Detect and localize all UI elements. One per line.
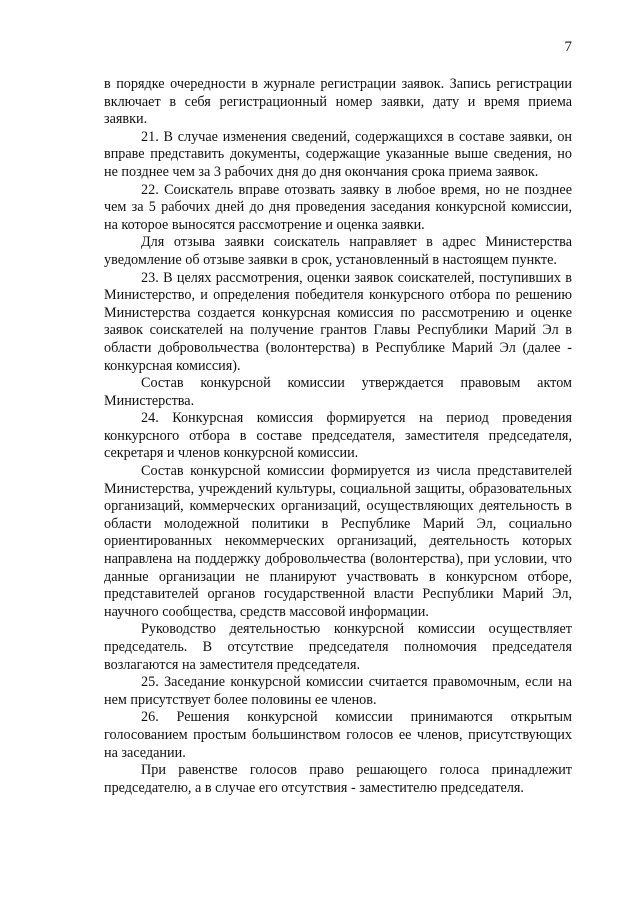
paragraph-23-composition: Состав конкурсной комиссии утверждается правовым актом Министерства.	[104, 375, 572, 409]
paragraph-23: 23. В целях рассмотрения, оценки заявок соискателей, поступивших в Министерство, и определения победителя конкурсного отбора по решению Министерства создается конкурсная комиссия по рассмотрению и оценке заявок соискателей на получение грантов Главы Республики Марий Эл в области добровольчества (волонтерства) в Республике Марий Эл (далее - конкурсная комиссия).	[104, 269, 572, 374]
paragraph-26: 26. Решения конкурсной комиссии принимаются открытым голосованием простым большинством голосов ее членов, присутствующих на заседании.	[104, 709, 572, 761]
page-number: 7	[564, 39, 572, 55]
paragraph-continuation: в порядке очередности в журнале регистрации заявок. Запись регистрации включает в себя регистрационный номер заявки, дату и время приема заявки.	[104, 76, 572, 128]
paragraph-24: 24. Конкурсная комиссия формируется на период проведения конкурсного отбора в составе председателя, заместителя председателя, секретаря и членов конкурсной комиссии.	[104, 410, 572, 462]
document-body	[104, 76, 572, 797]
paragraph-26-tie: При равенстве голосов право решающего голоса принадлежит председателю, а в случае его отсутствия - заместителю председателя.	[104, 762, 572, 796]
paragraph-21: 21. В случае изменения сведений, содержащихся в составе заявки, он вправе представить документы, содержащие указанные выше сведения, но не позднее чем за 3 рабочих дня до дня окончания срока приема заявок.	[104, 128, 572, 180]
paragraph-24-chair: Руководство деятельностью конкурсной комиссии осуществляет председатель. В отсутствие председателя полномочия председателя возлагаются на заместителя председателя.	[104, 621, 572, 673]
paragraph-22-withdrawal: Для отзыва заявки соискатель направляет в адрес Министерства уведомление об отзыве заявки в срок, установленный в настоящем пункте.	[104, 234, 572, 268]
paragraph-24-members: Состав конкурсной комиссии формируется из числа представителей Министерства, учреждений культуры, социальной защиты, образовательных организаций, коммерческих организаций, осуществляющих деятельность в области молодежной политики в Республике Марий Эл, социально ориентированных некоммерческих организаций, деятельность которых направлена на поддержку добровольчества (волонтерства), при условии, что данные организации не планируют участвовать в конкурсном отборе, представителей органов государственной власти Республики Марий Эл, научного сообщества, средств массовой информации.	[104, 463, 572, 620]
paragraph-25: 25. Заседание конкурсной комиссии считается правомочным, если на нем присутствует более половины ее членов.	[104, 674, 572, 708]
paragraph-22: 22. Соискатель вправе отозвать заявку в любое время, но не позднее чем за 5 рабочих дней до дня проведения заседания конкурсной комиссии, на которое выносятся рассмотрение и оценка заявки.	[104, 181, 572, 233]
